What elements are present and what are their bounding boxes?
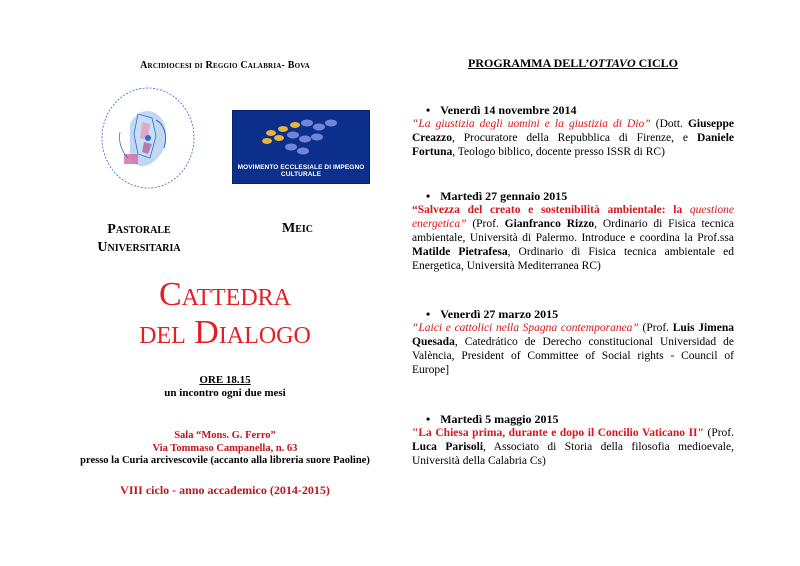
event-date: • Venerdì 27 marzo 2015 xyxy=(426,307,734,321)
speaker-name: Matilde Pietrafesa xyxy=(412,246,508,258)
event-item xyxy=(412,412,734,468)
event-time: ORE 18.15 xyxy=(199,374,251,386)
venue-hall: Sala “Mons. G. Ferro” xyxy=(174,430,276,441)
title-line2: del Dialogo xyxy=(139,314,311,351)
text: (Prof. xyxy=(638,322,673,334)
event-topic: “La giustizia degli uomini e la giustizia di Dio” xyxy=(412,118,651,130)
venue-info xyxy=(60,430,390,468)
event-item xyxy=(412,103,734,159)
programme-heading xyxy=(412,56,734,71)
event-date: • Venerdì 14 novembre 2014 xyxy=(426,103,734,117)
text: , Ordinario di Fisica tecnica ambientale ed Energetica, Università Mediterranea RC) xyxy=(412,246,734,272)
text: , Associato di Storia della filosofia medioevale, Università della Calabria Cs) xyxy=(412,441,734,467)
university-seal-icon xyxy=(90,84,208,192)
title-line1: Cattedra xyxy=(158,276,291,313)
pastorale-line2: Universitaria xyxy=(97,240,181,255)
event-description xyxy=(412,203,734,273)
event-topic: “Salvezza del creato e sostenibilità ambientale: la xyxy=(412,204,690,216)
meic-logo-icon xyxy=(232,110,370,184)
text: , Procuratore della Repubblica di Firenze, e xyxy=(452,132,697,144)
event-topic-italic: questione energetica” xyxy=(412,204,734,230)
event-item xyxy=(412,307,734,377)
venue-street: Via Tommaso Campanella, n. 63 xyxy=(152,442,298,454)
heading-italic: OTTAVO xyxy=(589,56,636,70)
pastorale-label xyxy=(84,221,194,257)
event-description xyxy=(412,117,734,159)
speaker-name: Daniele Fortuna xyxy=(412,132,734,158)
meic-logo-text: MOVIMENTO ECCLESIALE DI IMPEGNO CULTURALE xyxy=(237,164,365,178)
meic-label: Meic xyxy=(282,221,313,236)
speaker-name: Giuseppe Creazzo xyxy=(412,118,734,144)
speaker-name: Luca Parisoli xyxy=(412,441,484,453)
text: (Dott. xyxy=(650,118,688,130)
venue-note: presso la Curia arcivescovile (accanto alla libreria suore Paoline) xyxy=(80,455,370,466)
page-title xyxy=(60,276,390,352)
event-description xyxy=(412,321,734,377)
text: (Prof. xyxy=(703,427,735,439)
event-topic: “Laici e cattolici nella Spagna contemporanea” xyxy=(412,322,639,334)
speaker-name: Luis Jimena Quesada xyxy=(412,322,734,348)
programme-column xyxy=(412,0,734,566)
event-description xyxy=(412,426,734,468)
heading-post: CICLO xyxy=(635,56,679,70)
event-item xyxy=(412,189,734,273)
text: , Ordinario di Fisica tecnica ambientale, Università di Palermo. Introduce e coordina la Prof.ssa xyxy=(412,218,734,244)
speaker-name: Gianfranco Rizzo xyxy=(504,218,595,230)
text: (Prof. xyxy=(466,218,505,230)
event-topic: "La Chiesa prima, durante e dopo il Concilio Vaticano II" xyxy=(412,427,704,439)
text: , Teologo biblico, docente presso ISSR di RC) xyxy=(452,146,665,158)
pastorale-line1: Pastorale xyxy=(107,222,171,237)
event-frequency: un incontro ogni due mesi xyxy=(164,387,286,399)
schedule-info xyxy=(60,374,390,400)
heading-pre: PROGRAMMA DELL’ xyxy=(467,56,590,70)
text: , Catedrático de Derecho constitucional Universidad de València, President of Committee of Social rights - Council of Europe] xyxy=(412,336,734,376)
cycle-label: VIII ciclo - anno accademico (2014-2015) xyxy=(120,483,330,497)
left-column xyxy=(60,0,390,566)
diocese-name: Arcidiocesi di Reggio Calabria- Bova xyxy=(140,60,310,71)
event-date: • Martedì 5 maggio 2015 xyxy=(426,412,734,426)
event-date: • Martedì 27 gennaio 2015 xyxy=(426,189,734,203)
